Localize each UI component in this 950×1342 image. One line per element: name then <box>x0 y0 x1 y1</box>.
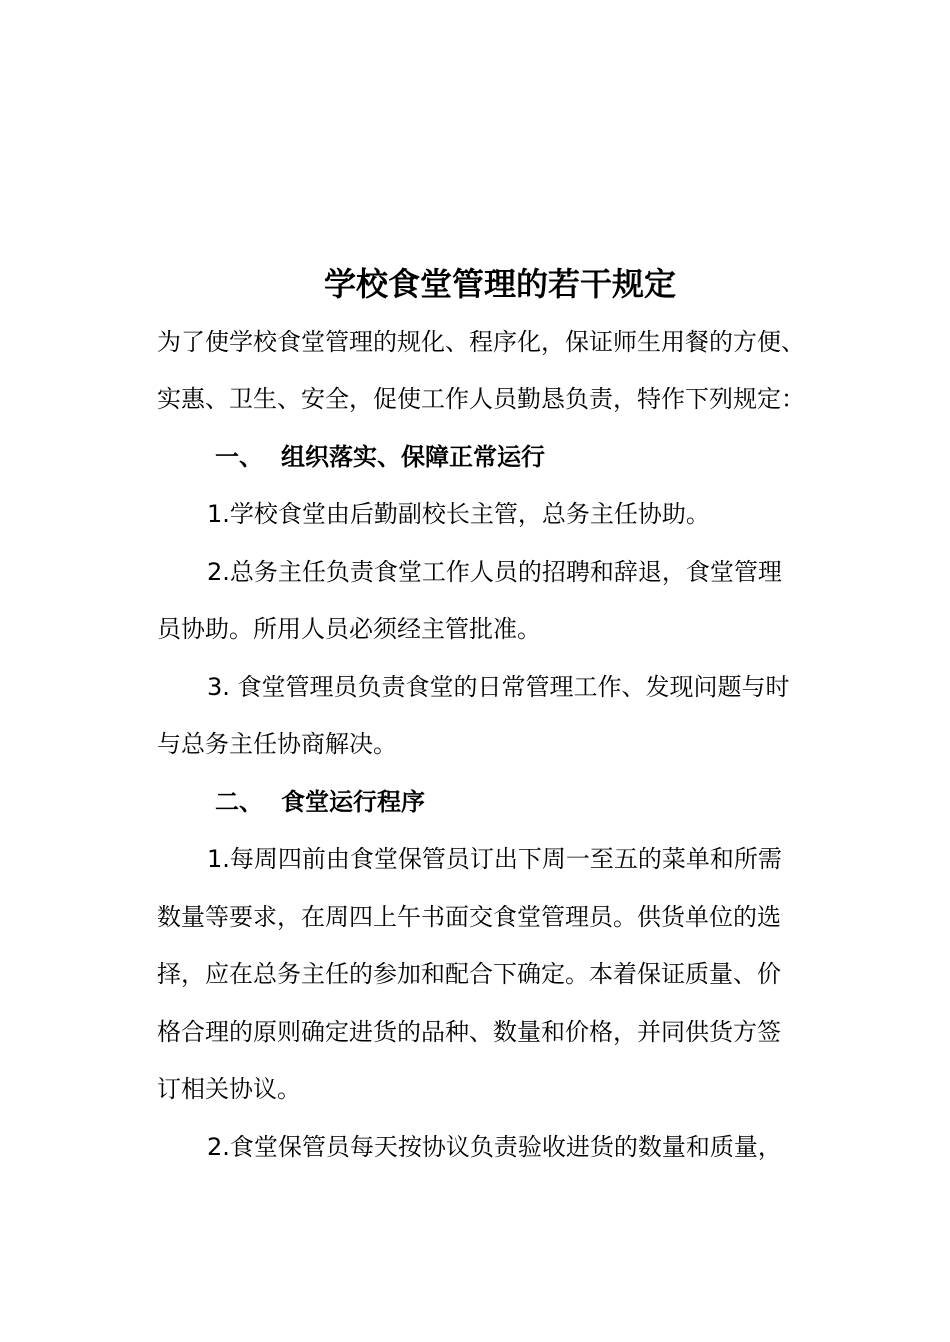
intro-line-1: 为了使学校食堂管理的规化、程序化，保证师生用餐的方便、 <box>157 328 805 356</box>
section-1-item-1-line-1: 1.学校食堂由后勤副校长主管，总务主任协助。 <box>207 500 710 528</box>
document-title: 学校食堂管理的若干规定 <box>323 265 676 303</box>
section-1-item-2-line-2: 员协助。所用人员必须经主管批准。 <box>157 615 541 643</box>
section-1-item-2-line-1: 2.总务主任负责食堂工作人员的招聘和辞退，食堂管理 <box>207 558 782 586</box>
section-1-heading <box>215 440 545 474</box>
section-1-item-3-line-2: 与总务主任协商解决。 <box>157 730 397 758</box>
section-1-title: 组织落实、保障正常运行 <box>281 443 545 471</box>
section-2-heading <box>215 785 425 819</box>
section-2-number: 二、 <box>215 788 263 816</box>
section-2-item-1-line-5: 订相关协议。 <box>157 1075 301 1103</box>
section-2-item-1-line-2: 数量等要求，在周四上午书面交食堂管理员。供货单位的选 <box>157 903 781 931</box>
section-2-title: 食堂运行程序 <box>281 788 425 816</box>
section-2-item-1-line-1: 1.每周四前由食堂保管员订出下周一至五的菜单和所需 <box>207 845 782 873</box>
intro-line-2: 实惠、卫生、安全，促使工作人员勤恳负责，特作下列规定： <box>157 385 805 413</box>
section-1-item-3-line-1: 3. 食堂管理员负责食堂的日常管理工作、发现问题与时 <box>207 673 790 701</box>
section-2-item-2-line-1: 2.食堂保管员每天按协议负责验收进货的数量和质量， <box>207 1133 782 1161</box>
section-2-item-1-line-3: 择，应在总务主任的参加和配合下确定。本着保证质量、价 <box>157 960 781 988</box>
section-1-number: 一、 <box>215 443 263 471</box>
section-2-item-1-line-4: 格合理的原则确定进货的品种、数量和价格，并同供货方签 <box>157 1018 781 1046</box>
